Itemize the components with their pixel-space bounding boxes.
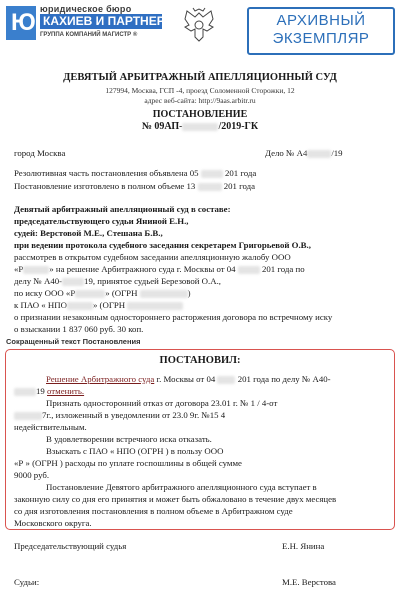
ruling-line-11: законную силу со дня его принятия и может быть обжаловано в течение двух месяцев [14,494,337,504]
resolution-announced [14,167,256,179]
doc-number-suffix: /2019-ГК [218,121,259,132]
made-in-full [14,180,255,192]
ruling-line-1 [46,373,331,385]
composition-para-5b: » (ОГРН [92,300,126,310]
made-in-full-end: 201 года [223,181,256,191]
logo-subtitle: юридическое бюро [40,4,132,14]
case-suffix: /19 [331,148,343,158]
composition-line-3: судей: Верстовой М.Е., Стешана Б.В., [14,228,163,238]
ruling-line-12: со дня изготовления постановления в полном объеме в Арбитражном суде [14,506,293,516]
ruling-line-1b: г. Москвы от 04 [156,374,216,384]
logo-name: КАХИЕВ И ПАРТНЕРЫ [43,14,177,28]
logo-name-bar [40,14,177,29]
case-number [265,147,343,159]
composition-para-2c: 201 года по [261,264,305,274]
ruling-line-3: Признать односторонний отказ от договора 23.01 г. № 1 / 4-от [46,398,278,408]
judge-1-name: М.Е. Верстова [282,577,336,587]
composition-para-4c: ) [187,288,191,298]
composition-para-3 [14,275,221,287]
composition-para-2a: «Р [14,264,24,274]
ruling-line-7: Взыскать с ПАО « НПО (ОГРН ) в пользу ООО [46,446,224,456]
composition-para-4a: по иску ООО «Р [14,288,76,298]
ruling-line-9: 9000 руб. [14,470,50,480]
ruling-heading: ПОСТАНОВИЛ: [159,355,241,366]
composition-para-4 [14,287,191,299]
ruling-line-2a: 19 [36,386,45,396]
ruling-line-8: «Р » (ОГРН ) расходы по уплате госпошлины в общей сумме [14,458,242,468]
presiding-judge-label: Председательствующий судья [14,541,127,551]
company-logo [6,4,177,44]
composition-para-6: о признании незаконным одностороннего расторжения договора по встречному иску [14,312,333,322]
ruling-line-13: Московского округа. [14,518,92,528]
city: город Москва [14,148,66,158]
ruling-line-5: недействительным. [14,422,87,432]
composition-line-1: Девятый арбитражный апелляционный суд в составе: [14,204,231,214]
made-in-full-text: Постановление изготовлено в полном объеме 13 [14,181,196,191]
composition-para-3a: делу № А40- [14,276,63,286]
court-address: 127994, Москва, ГСП -4, проезд Соломенной Сторожки, 12 [105,86,295,95]
archive-stamp [247,7,395,55]
composition-para-5 [14,299,183,311]
composition-para-3b: 19, принятое судьей Березовой О.А., [84,276,221,286]
case-prefix: Дело № А4 [265,148,308,158]
ruling-line-6: В удовлетворении встречного иска отказать. [46,434,212,444]
summary-caption: Сокращенный текст Постановления [6,337,141,346]
cancel-link[interactable]: отменить. [47,386,85,396]
resolution-announced-text: Резолютивная часть постановления объявлена 05 [14,168,199,178]
decision-link[interactable]: Решение Арбитражного суда [46,374,155,384]
composition-line-4: при ведении протокола судебного заседания секретарем Григорьевой О.В., [14,240,311,250]
stamp-line-1: АРХИВНЫЙ [276,12,366,29]
composition-para-7: о взыскании 1 837 060 руб. 30 коп. [14,324,144,334]
ruling-line-10: Постановление Девятого арбитражного апелляционного суда вступает в [46,482,317,492]
coat-of-arms-icon [181,5,217,45]
logo-mark-icon [6,6,36,40]
composition-para-1: рассмотрев в открытом судебном заседании апелляционную жалобу ООО [14,252,291,262]
ruling-line-4b: изложенный в уведомлении от 23.0 9г. №15 4 [55,410,226,420]
doc-number-prefix: № 09АП- [141,121,183,132]
resolution-announced-end: 201 года [224,168,257,178]
stamp-line-2: ЭКЗЕМПЛЯР [272,30,370,47]
composition-para-2b: » на решение Арбитражного суда г. Москвы от 04 [49,264,236,274]
presiding-judge-name: Е.Н. Янина [282,541,325,551]
logo-group: ГРУППА КОМПАНИЙ МАГИСТР ® [40,32,138,38]
composition-para-4b: » (ОГРН [105,288,138,298]
logo-mark-letter: Ю [11,9,36,36]
court-website: адрес веб-сайта: http://9aas.arbitr.ru [144,96,256,105]
ruling-line-4 [14,409,225,421]
ruling-line-2 [14,385,84,397]
composition-para-2 [14,263,305,275]
ruling-line-1c: 201 года по делу № А40- [237,374,331,384]
composition-line-2: председательствующего судьи Яниной Е.Н., [14,216,189,226]
document-number [10,121,390,132]
judges-label: Судьи: [14,577,40,587]
composition-para-5a: к ПАО « НПО [14,300,67,310]
document-type: ПОСТАНОВЛЕНИЕ [152,109,248,120]
ruling-line-4a: 7г., [42,410,54,420]
court-title: ДЕВЯТЫЙ АРБИТРАЖНЫЙ АПЕЛЛЯЦИОННЫЙ СУД [63,72,337,83]
